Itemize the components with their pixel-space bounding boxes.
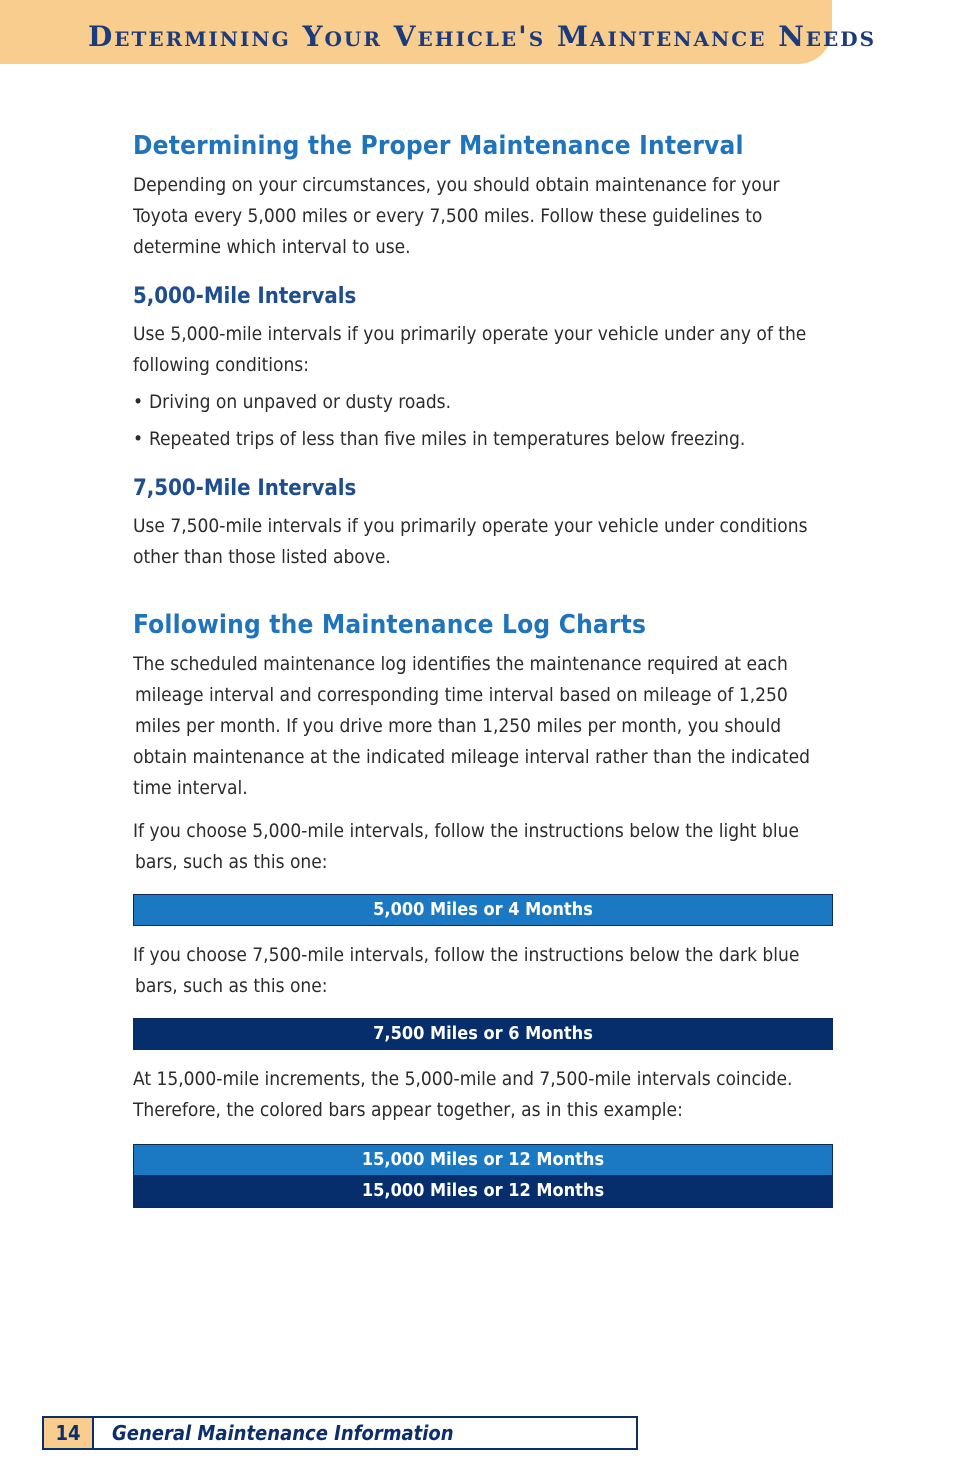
paragraph-light-bar	[133, 816, 833, 878]
paragraph-log-intro	[133, 649, 833, 804]
page-header-title: Determining Your Vehicle's Maintenance Needs	[88, 20, 877, 53]
section-heading-log-charts: Following the Maintenance Log Charts	[133, 610, 647, 640]
list-item	[133, 424, 833, 455]
combined-bar-light: 15,000 Miles or 12 Months	[133, 1144, 833, 1176]
footer-title: General Maintenance Information	[112, 1421, 454, 1445]
example-bar-dark: 7,500 Miles or 6 Months	[133, 1018, 833, 1050]
subheading-7500: 7,500-Mile Intervals	[133, 476, 357, 501]
text-line: Use 7,500-mile intervals if you primarily operate your vehicle under conditions	[133, 515, 808, 537]
footer-bar	[42, 1416, 638, 1450]
text-line: Toyota every 5,000 miles or every 7,500 miles. Follow these guidelines to	[133, 205, 763, 227]
conditions-list	[133, 387, 833, 455]
text-line: time interval.	[133, 777, 248, 799]
list-item-text: Driving on unpaved or dusty roads.	[149, 391, 452, 413]
text-line: At 15,000-mile increments, the 5,000-mile and 7,500-mile intervals coincide.	[133, 1068, 793, 1090]
text-line: determine which interval to use.	[133, 236, 411, 258]
intro-paragraph	[133, 170, 833, 263]
bullet-icon: •	[133, 428, 144, 450]
text-line: bars, such as this one:	[135, 975, 328, 997]
paragraph-5000	[133, 319, 833, 381]
text-line: following conditions:	[133, 354, 309, 376]
text-line: If you choose 5,000-mile intervals, follow the instructions below the light blue	[133, 820, 800, 842]
paragraph-dark-bar	[133, 940, 833, 1002]
list-item	[133, 387, 833, 418]
page-number: 14	[44, 1418, 94, 1448]
text-line: Use 5,000-mile intervals if you primarily operate your vehicle under any of the	[133, 323, 807, 345]
text-line: bars, such as this one:	[135, 851, 328, 873]
text-line: Therefore, the colored bars appear together, as in this example:	[133, 1099, 683, 1121]
bullet-icon: •	[133, 391, 144, 413]
section-heading-interval: Determining the Proper Maintenance Interval	[133, 131, 744, 161]
subheading-5000: 5,000-Mile Intervals	[133, 284, 357, 309]
text-line: The scheduled maintenance log identifies the maintenance required at each	[133, 653, 788, 675]
example-bar-light: 5,000 Miles or 4 Months	[133, 894, 833, 926]
text-line: miles per month. If you drive more than 1,250 miles per month, you should	[135, 715, 782, 737]
text-line: Depending on your circumstances, you should obtain maintenance for your	[133, 174, 780, 196]
combined-bars	[133, 1144, 833, 1208]
text-line: If you choose 7,500-mile intervals, follow the instructions below the dark blue	[133, 944, 800, 966]
combined-bar-dark: 15,000 Miles or 12 Months	[133, 1176, 833, 1208]
text-line: obtain maintenance at the indicated mileage interval rather than the indicated	[133, 746, 810, 768]
text-line: mileage interval and corresponding time interval based on mileage of 1,250	[135, 684, 788, 706]
text-line: other than those listed above.	[133, 546, 391, 568]
paragraph-combined-bars	[133, 1064, 833, 1126]
paragraph-7500	[133, 511, 833, 573]
list-item-text: Repeated trips of less than five miles in temperatures below freezing.	[149, 428, 746, 450]
main-content	[133, 128, 833, 1208]
